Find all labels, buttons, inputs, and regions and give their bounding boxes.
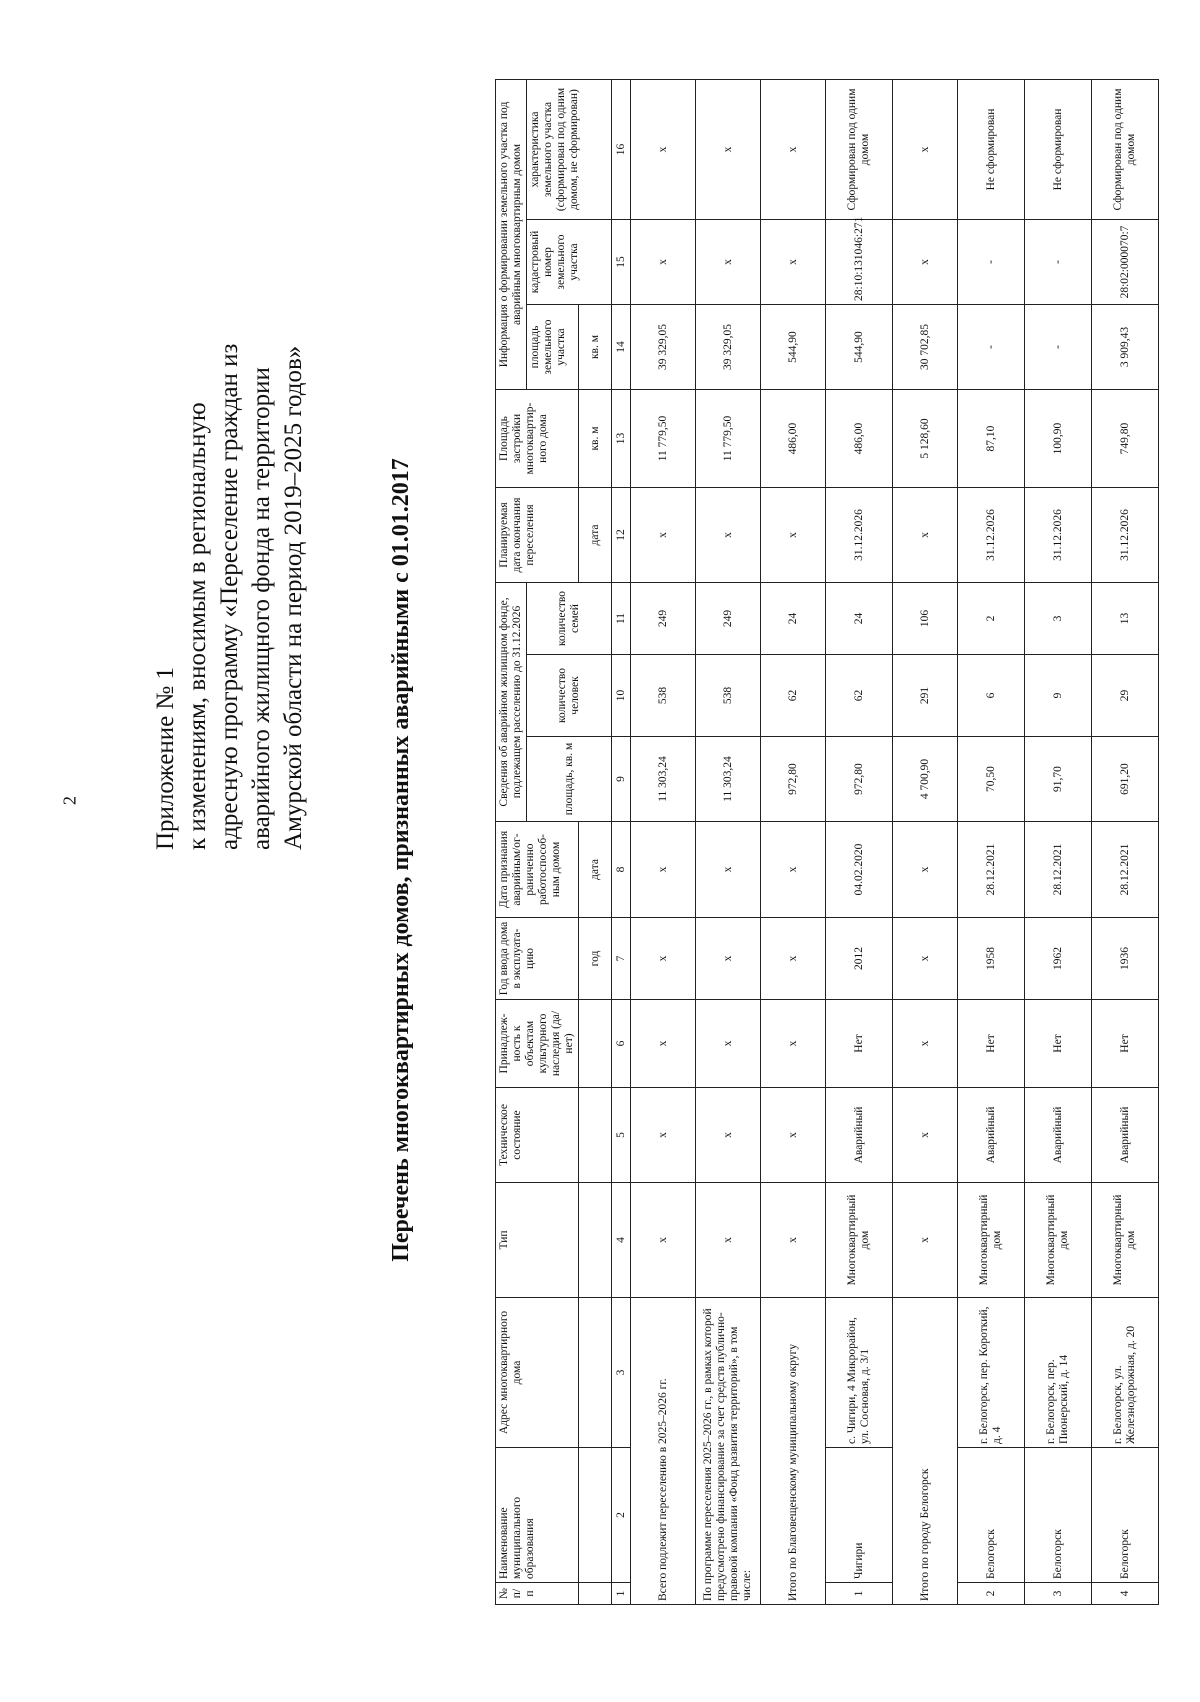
row-land-char: Не сформирован [1025, 79, 1092, 219]
table-cell: 30 702,85 [893, 305, 958, 390]
header-land-info: Информация о формировании земельного участка под аварийным многоквартирным домом [496, 79, 527, 389]
table-cell: 24 [761, 583, 826, 655]
row-date: 04.02.2020 [826, 822, 893, 918]
table-cell: 538 [696, 655, 761, 737]
row-area: 91,70 [1025, 737, 1092, 822]
table-cell: х [696, 822, 761, 918]
row-tech-state: Аварийный [826, 1088, 893, 1183]
header-planned-end: Планируемая дата окончания переселения [496, 488, 579, 583]
table-cell: х [631, 1088, 696, 1183]
row-families: 13 [1092, 583, 1159, 655]
table-cell: х [893, 1088, 958, 1183]
column-number: 16 [612, 79, 631, 219]
table-cell: 249 [696, 583, 761, 655]
header-cadastral: кадастровый номер земельного участка [527, 220, 612, 305]
table-cell: х [631, 220, 696, 305]
header-fund-people: количество человек [527, 655, 612, 737]
table-row-summary-belogorsk [893, 79, 958, 1604]
unit-sqm: кв. м [579, 390, 612, 488]
table-cell: х [761, 1000, 826, 1088]
table-cell: 5 128,60 [893, 390, 958, 488]
header-year-built: Год ввода дома в эксплуата-цию [496, 918, 579, 1000]
row-municipality: Белогорск [1025, 1448, 1092, 1583]
unit-empty [579, 1000, 612, 1088]
header-type: Тип [496, 1183, 579, 1298]
table-cell: х [761, 822, 826, 918]
row-num: 2 [958, 1583, 1025, 1605]
page-number: 2 [59, 796, 80, 805]
row-area: 691,20 [1092, 737, 1159, 822]
column-number: 13 [612, 390, 631, 488]
table-cell: х [696, 918, 761, 1000]
row-year: 1958 [958, 918, 1025, 1000]
row-families: 2 [958, 583, 1025, 655]
row-date: 28.12.2021 [1025, 822, 1092, 918]
table-cell: х [893, 1183, 958, 1298]
column-number: 2 [612, 1448, 631, 1583]
header-address: Адрес многоквартирного дома [496, 1298, 579, 1448]
header-heritage: Принадлеж-ность к объектам культурного наследия (да/нет) [496, 1000, 579, 1088]
table-cell: 11 303,24 [696, 737, 761, 822]
row-municipality: Белогорск [958, 1448, 1025, 1583]
table-cell: 39 329,05 [696, 305, 761, 390]
document-title: Перечень многоквартирных домов, признанных аварийными с 01.01.2017 [388, 458, 414, 1262]
column-number: 14 [612, 305, 631, 390]
table-cell: х [893, 220, 958, 305]
row-year: 1962 [1025, 918, 1092, 1000]
row-heritage: Нет [1025, 1000, 1092, 1088]
row-num: 1 [826, 1583, 893, 1605]
row-type: Многоквартирный дом [1092, 1183, 1159, 1298]
unit-empty [579, 1583, 612, 1605]
table-row-summary-total [631, 79, 696, 1604]
column-number: 9 [612, 737, 631, 822]
table-cell: х [631, 79, 696, 219]
table-cell: 538 [631, 655, 696, 737]
row-people: 29 [1092, 655, 1159, 737]
table-cell: х [696, 79, 761, 219]
table-cell: х [631, 1183, 696, 1298]
row-type: Многоквартирный дом [826, 1183, 893, 1298]
table-cell: 544,90 [761, 305, 826, 390]
table-row-summary-blagoveshchensk [761, 79, 826, 1604]
row-families: 24 [826, 583, 893, 655]
table-cell: х [696, 220, 761, 305]
row-heritage: Нет [958, 1000, 1025, 1088]
summary-label: Итого по городу Белогорск [893, 1298, 958, 1605]
houses-table [495, 79, 1159, 1605]
row-cadastral: - [958, 220, 1025, 305]
column-number: 8 [612, 822, 631, 918]
houses-table-wrapper [495, 80, 1159, 1605]
table-cell: х [761, 488, 826, 583]
table-cell: 11 779,50 [696, 390, 761, 488]
summary-label: Итого по Благовещенскому муниципальному округу [761, 1298, 826, 1605]
row-num: 4 [1092, 1583, 1159, 1605]
table-cell: х [631, 918, 696, 1000]
row-area: 70,50 [958, 737, 1025, 822]
table-row [958, 79, 1025, 1604]
row-people: 62 [826, 655, 893, 737]
unit-sqm: кв. м [579, 305, 612, 390]
header-land-area: площадь земельного участка [527, 305, 579, 390]
column-number: 11 [612, 583, 631, 655]
column-number: 1 [612, 1583, 631, 1605]
row-date: 28.12.2021 [1092, 822, 1159, 918]
header-building-area: Площадь застройки многоквартир-ного дома [496, 390, 579, 488]
table-cell: 249 [631, 583, 696, 655]
unit-date: дата [579, 822, 612, 918]
table-row [826, 79, 893, 1604]
table-row [1025, 79, 1092, 1604]
header-land-char: характеристика земельного участка (сформирован под одним домом, не сформирован) [527, 79, 612, 219]
column-number: 3 [612, 1298, 631, 1448]
row-end: 31.12.2026 [958, 488, 1025, 583]
summary-label: Всего подлежит переселению в 2025–2026 гг. [631, 1298, 696, 1605]
appendix-line: Приложение № 1 [152, 666, 179, 850]
row-land-char: Сформирован под одним домом [826, 79, 893, 219]
row-address: г. Белогорск, ул. Железнодорожная, д. 20 [1092, 1298, 1159, 1448]
appendix-line: Амурской области на период 2019–2025 годов» [280, 345, 307, 850]
table-cell: х [893, 822, 958, 918]
column-number: 15 [612, 220, 631, 305]
column-number: 6 [612, 1000, 631, 1088]
table-cell: х [761, 79, 826, 219]
table-cell: х [761, 220, 826, 305]
table-cell: 11 303,24 [631, 737, 696, 822]
row-build-area: 87,10 [958, 390, 1025, 488]
table-cell: 972,80 [761, 737, 826, 822]
table-cell: 39 329,05 [631, 305, 696, 390]
table-cell: х [696, 488, 761, 583]
column-number: 7 [612, 918, 631, 1000]
row-build-area: 100,90 [1025, 390, 1092, 488]
summary-label: По программе переселения 2025–2026 гг., в рамках которой предусмотрено финансирование за счет средств публично-правовой компании «Фонд развития территорий», в том числе: [696, 1298, 761, 1605]
row-heritage: Нет [1092, 1000, 1159, 1088]
table-row [1092, 79, 1159, 1604]
table-row-summary-program [696, 79, 761, 1604]
appendix-line: адресную программу «Переселение граждан из [216, 343, 243, 850]
appendix-line: аварийного жилищного фонда на территории [248, 367, 275, 850]
row-cadastral: 28:10:131046:271 [826, 220, 893, 305]
table-cell: 106 [893, 583, 958, 655]
row-date: 28.12.2021 [958, 822, 1025, 918]
row-cadastral: 28:02:000070:7 [1092, 220, 1159, 305]
row-tech-state: Аварийный [1092, 1088, 1159, 1183]
row-build-area: 749,80 [1092, 390, 1159, 488]
unit-year: год [579, 918, 612, 1000]
column-number: 12 [612, 488, 631, 583]
unit-empty [579, 1448, 612, 1583]
row-end: 31.12.2026 [1092, 488, 1159, 583]
table-cell: х [696, 1183, 761, 1298]
appendix-line: к изменениям, вносимым в региональную [184, 402, 211, 850]
table-cell: 11 779,50 [631, 390, 696, 488]
column-number: 5 [612, 1088, 631, 1183]
table-cell: х [893, 918, 958, 1000]
row-municipality: Белогорск [1092, 1448, 1159, 1583]
table-cell: 291 [893, 655, 958, 737]
row-address: г. Белогорск, пер. Короткий, д. 4 [958, 1298, 1025, 1448]
row-num: 3 [1025, 1583, 1092, 1605]
column-number: 10 [612, 655, 631, 737]
unit-empty [579, 1183, 612, 1298]
header-date-emergency: Дата признания аварийным/ог-раниченно работоспособ-ным домом [496, 822, 579, 918]
row-municipality: Чигири [826, 1448, 893, 1583]
row-build-area: 486,00 [826, 390, 893, 488]
row-area: 972,80 [826, 737, 893, 822]
table-cell: х [631, 488, 696, 583]
table-cell: х [631, 1000, 696, 1088]
row-land-area: - [1025, 305, 1092, 390]
table-cell: х [696, 1000, 761, 1088]
table-cell: х [631, 822, 696, 918]
row-address: г. Белогорск, пер. Пионерский, д. 14 [1025, 1298, 1092, 1448]
row-type: Многоквартирный дом [958, 1183, 1025, 1298]
table-cell: 62 [761, 655, 826, 737]
table-cell: х [761, 918, 826, 1000]
column-numbers-row [612, 79, 631, 1604]
unit-empty [579, 1298, 612, 1448]
column-number: 4 [612, 1183, 631, 1298]
document-sheet [40, 80, 1137, 1640]
table-cell: х [761, 1183, 826, 1298]
row-tech-state: Аварийный [1025, 1088, 1092, 1183]
unit-date: дата [579, 488, 612, 583]
header-fund-area: площадь, кв. м [527, 737, 612, 822]
header-municipality: Наименование муниципального образования [496, 1448, 579, 1583]
row-land-char: Не сформирован [958, 79, 1025, 219]
row-land-area: 3 909,43 [1092, 305, 1159, 390]
row-families: 3 [1025, 583, 1092, 655]
table-cell: х [893, 488, 958, 583]
row-type: Многоквартирный дом [1025, 1183, 1092, 1298]
table-cell: х [893, 79, 958, 219]
row-heritage: Нет [826, 1000, 893, 1088]
row-land-area: - [958, 305, 1025, 390]
row-people: 6 [958, 655, 1025, 737]
row-year: 1936 [1092, 918, 1159, 1000]
table-cell: х [893, 1000, 958, 1088]
table-cell: х [696, 1088, 761, 1183]
unit-empty [579, 1088, 612, 1183]
header-tech-state: Техническое состояние [496, 1088, 579, 1183]
table-cell: 486,00 [761, 390, 826, 488]
row-year: 2012 [826, 918, 893, 1000]
header-num: № п/п [496, 1583, 579, 1605]
row-land-area: 544,90 [826, 305, 893, 390]
row-cadastral: - [1025, 220, 1092, 305]
appendix-block [150, 110, 310, 850]
row-tech-state: Аварийный [958, 1088, 1025, 1183]
row-land-char: Сформирован под одним домом [1092, 79, 1159, 219]
header-fund-info: Сведения об аварийном жилищном фонде, подлежащем расселению до 31.12.2026 [496, 583, 527, 822]
row-people: 9 [1025, 655, 1092, 737]
table-cell: 4 700,90 [893, 737, 958, 822]
table-cell: х [761, 1088, 826, 1183]
row-address: с. Чигири, 4 Микрорайон, ул. Сосновая, д. 3/1 [826, 1298, 893, 1448]
row-end: 31.12.2026 [826, 488, 893, 583]
header-fund-families: количество семей [527, 583, 612, 655]
row-end: 31.12.2026 [1025, 488, 1092, 583]
